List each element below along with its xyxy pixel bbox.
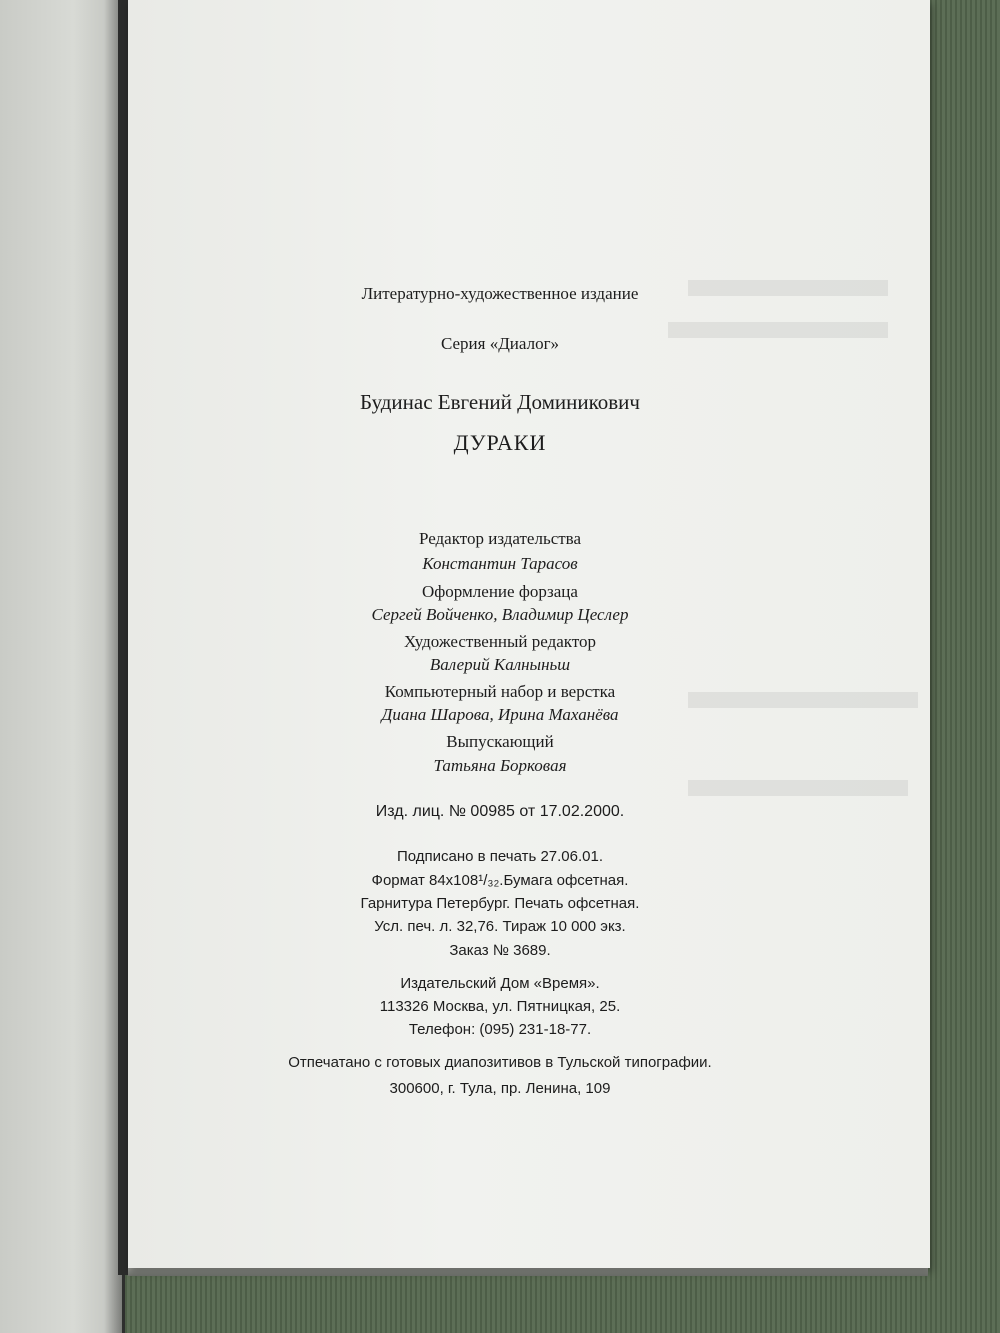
credit-role: Выпускающий	[446, 732, 554, 751]
book-title: ДУРАКИ	[453, 430, 547, 455]
publishing-license: Изд. лиц. № 00985 от 17.02.2000.	[375, 803, 625, 820]
publisher-line: Издательский Дом «Время».	[400, 975, 600, 992]
printer-line: Отпечатано с готовых диапозитивов в Тульской типографии.	[288, 1054, 712, 1071]
publisher-line: 113326 Москва, ул. Пятницкая, 25.	[379, 998, 621, 1015]
credit-names: Валерий Калныньш	[429, 655, 571, 674]
print-info-line: Формат 84х108¹/₃₂.Бумага офсетная.	[371, 872, 629, 889]
credit-names: Диана Шарова, Ирина Маханёва	[381, 705, 619, 724]
credit-role: Редактор издательства	[418, 529, 582, 548]
edition-type: Литературно-художественное издание	[361, 284, 639, 303]
credit-role: Оформление форзаца	[422, 582, 578, 601]
print-info-line: Подписано в печать 27.06.01.	[396, 848, 604, 865]
series-name: Серия «Диалог»	[440, 334, 560, 353]
credit-names: Сергей Войченко, Владимир Цеслер	[371, 605, 629, 624]
bleed-through-shadow	[688, 780, 908, 796]
credit-role: Компьютерный набор и верстка	[384, 682, 616, 701]
print-info-line: Гарнитура Петербург. Печать офсетная.	[360, 895, 640, 912]
credit-role: Художественный редактор	[403, 632, 597, 651]
credit-names: Татьяна Борковая	[433, 756, 567, 775]
print-info-line: Усл. печ. л. 32,76. Тираж 10 000 экз.	[374, 918, 626, 935]
printer-line: 300600, г. Тула, пр. Ленина, 109	[389, 1080, 611, 1097]
author-name: Будинас Евгений Доминикович	[360, 390, 640, 414]
publisher-line: Телефон: (095) 231-18-77.	[408, 1021, 592, 1038]
credit-names: Константин Тарасов	[422, 554, 578, 573]
print-info-line: Заказ № 3689.	[449, 942, 551, 959]
